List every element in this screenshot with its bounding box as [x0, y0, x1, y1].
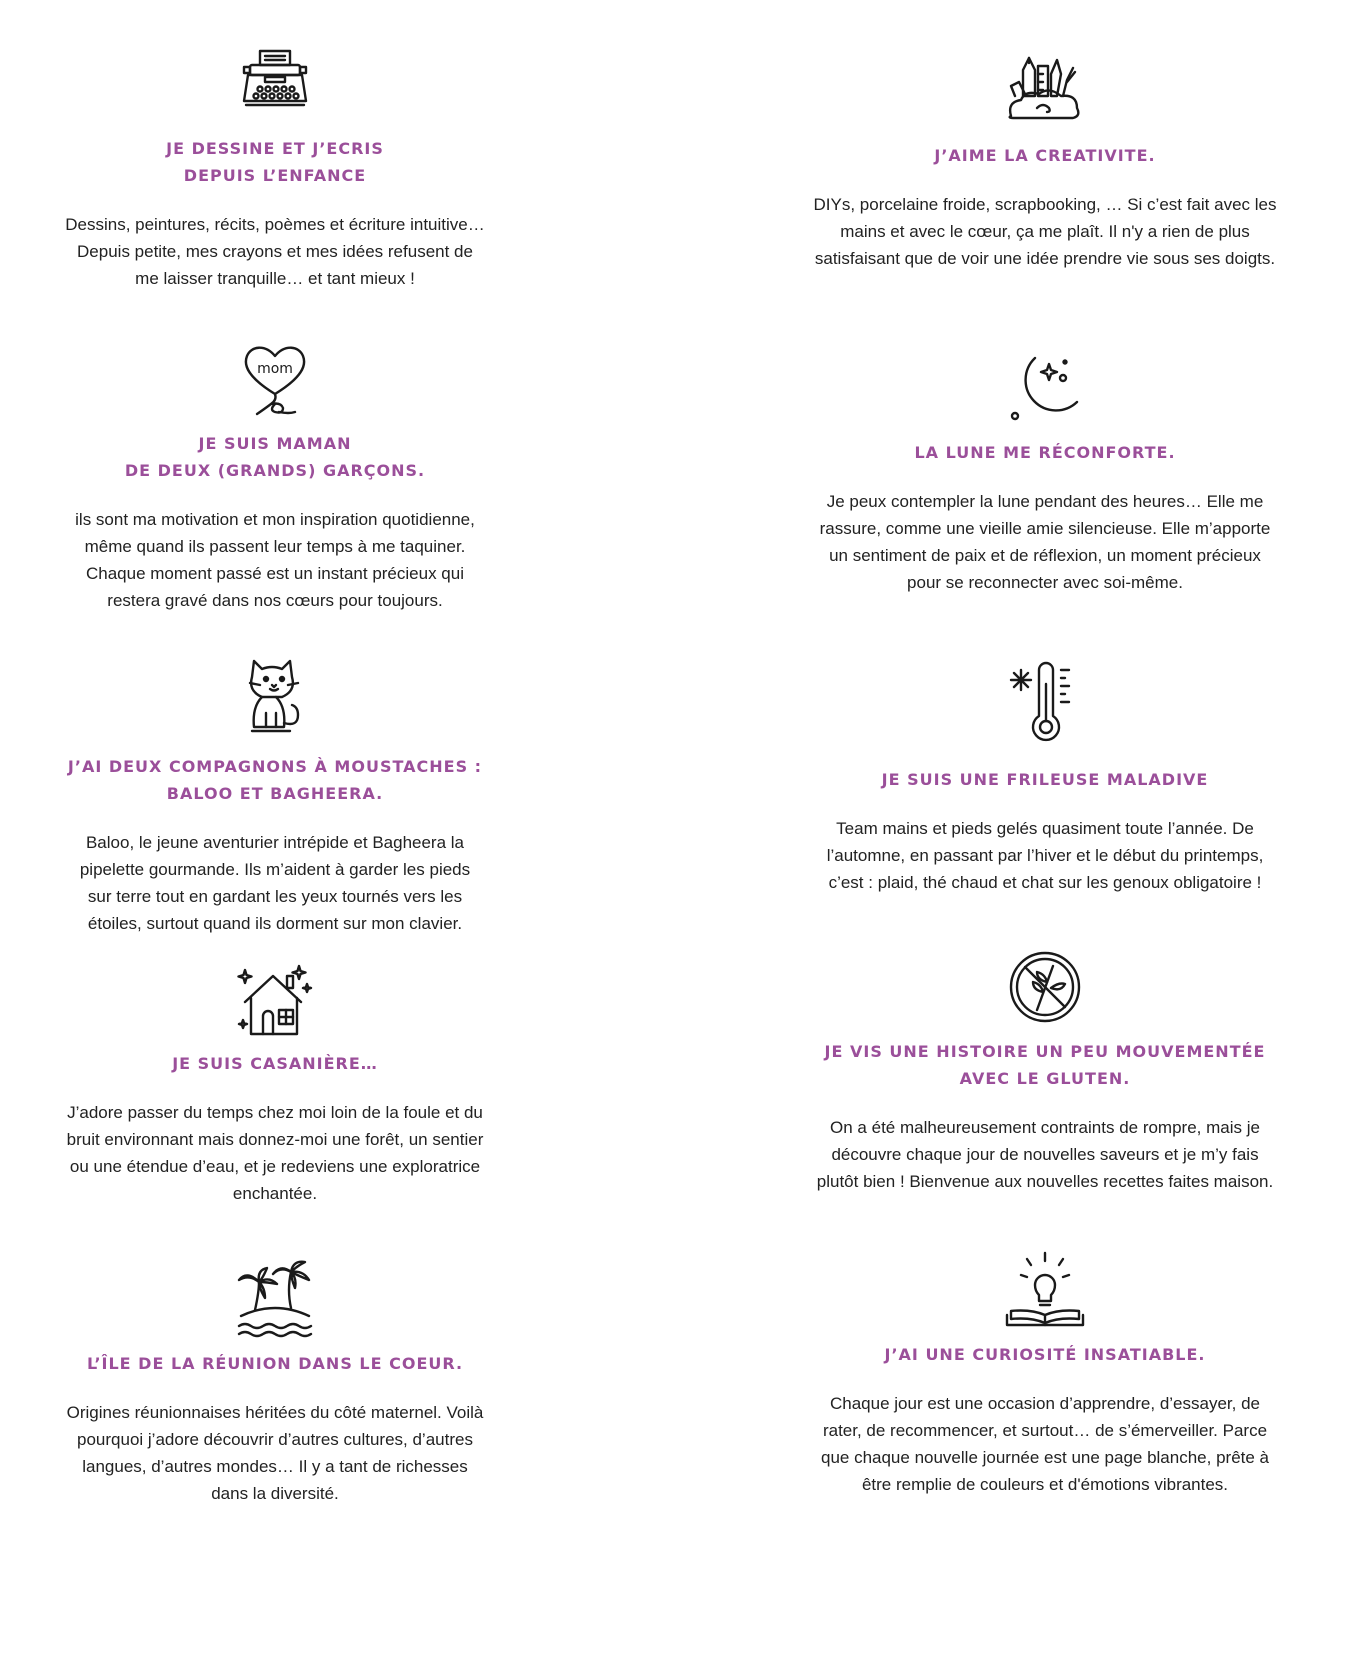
- card-text: Dessins, peintures, récits, poèmes et écriture intuitive… Depuis petite, mes crayons et mes idées refusent de me laisser tranquille… et tant mieux !: [65, 215, 485, 288]
- card-title: JE VIS UNE HISTOIRE UN PEU MOUVEMENTÉE AVEC LE GLUTEN.: [824, 1042, 1266, 1088]
- house-icon: [237, 962, 313, 1038]
- card-title: J’AI DEUX COMPAGNONS À MOUSTACHES : BALOO ET BAGHEERA.: [67, 757, 483, 803]
- card-text: On a été malheureusement contraints de rompre, mais je découvre chaque jour de nouvelles saveurs et je m’y fais plutôt bien ! Bienvenue aux nouvelles recettes faites maison.: [816, 1118, 1274, 1191]
- card-title: L’ÎLE DE LA RÉUNION DANS LE COEUR.: [86, 1354, 464, 1373]
- card-text: J’adore passer du temps chez moi loin de la foule et du bruit environnant mais donnez-moi une forêt, un sentier ou une étendue d’eau, et je redeviens une exploratrice enchantée.: [66, 1103, 484, 1203]
- card-title: LA LUNE ME RÉCONFORTE.: [914, 443, 1176, 462]
- cold-thermometer-icon: [1007, 660, 1083, 746]
- card-text: DIYs, porcelaine froide, scrapbooking, … Si c’est fait avec les mains et avec le cœur, ça me plaît. Il n'y a rien de plus satisfaisant que de voir une idée prendre vie sous ses doigts.: [813, 195, 1277, 268]
- gluten-free-icon: [1007, 948, 1083, 1026]
- card-text: Team mains et pieds gelés quasiment toute l’année. De l’automne, en passant par l’hiver et le début du printemps, c’est : plaid, thé chaud et chat sur les genoux obligatoire !: [826, 819, 1264, 892]
- card-cats: [35, 657, 515, 937]
- card-title: JE SUIS UNE FRILEUSE MALADIVE: [881, 770, 1209, 789]
- balloon-label: mom: [257, 361, 293, 377]
- card-text: ils sont ma motivation et mon inspiration quotidienne, même quand ils passent leur temps à me taquiner. Chaque moment passé est un instant précieux qui restera gravé dans nos cœurs pour toujours.: [75, 510, 475, 610]
- card-title: J’AIME LA CREATIVITE.: [934, 146, 1156, 165]
- card-text: Je peux contempler la lune pendant des heures… Elle me rassure, comme une vieille amie silencieuse. Elle m’apporte un sentiment de paix et de réflexion, un moment précieux pour se reconnecter avec soi-même.: [819, 492, 1271, 592]
- moon-icon: [1007, 350, 1083, 426]
- art-supplies-icon: [1005, 52, 1085, 128]
- book-lightbulb-icon: [999, 1245, 1091, 1331]
- typewriter-icon: [240, 45, 310, 115]
- card-title: JE SUIS MAMAN DE DEUX (GRANDS) GARÇONS.: [124, 434, 426, 480]
- card-drawing-writing: [35, 45, 515, 292]
- card-text: Origines réunionnaises héritées du côté maternel. Voilà pourquoi j’adore découvrir d’autres cultures, d’autres langues, d’autres mondes… Il y a tant de richesses dans la diversité.: [66, 1403, 484, 1503]
- card-gluten: [805, 948, 1285, 1195]
- mom-heart-balloon-icon: [239, 340, 311, 420]
- card-cold: [805, 660, 1285, 896]
- card-moon: [805, 350, 1285, 596]
- card-mom: [35, 340, 515, 614]
- card-creativity: [805, 52, 1285, 272]
- card-homebody: [35, 962, 515, 1207]
- card-curiosity: [805, 1245, 1285, 1498]
- card-title: J’AI UNE CURIOSITÉ INSATIABLE.: [884, 1345, 1206, 1364]
- card-title: JE DESSINE ET J’ECRIS DEPUIS L’ENFANCE: [166, 139, 384, 185]
- card-reunion: [35, 1258, 515, 1507]
- card-text: Chaque jour est une occasion d’apprendre, d’essayer, de rater, de recommencer, et surtout… de s’émerveiller. Parce que chaque nouvelle journée est une page blanche, prête à être remplie de couleurs et d'émotions vibrantes.: [820, 1394, 1270, 1494]
- cat-icon: [244, 657, 306, 737]
- island-icon: [235, 1258, 315, 1340]
- card-title: JE SUIS CASANIÈRE…: [172, 1054, 378, 1073]
- card-text: Baloo, le jeune aventurier intrépide et Bagheera la pipelette gourmande. Ils m’aident à garder les pieds sur terre tout en gardant les yeux tournés vers les étoiles, surtout quand ils dorment sur mon clavier.: [79, 833, 471, 933]
